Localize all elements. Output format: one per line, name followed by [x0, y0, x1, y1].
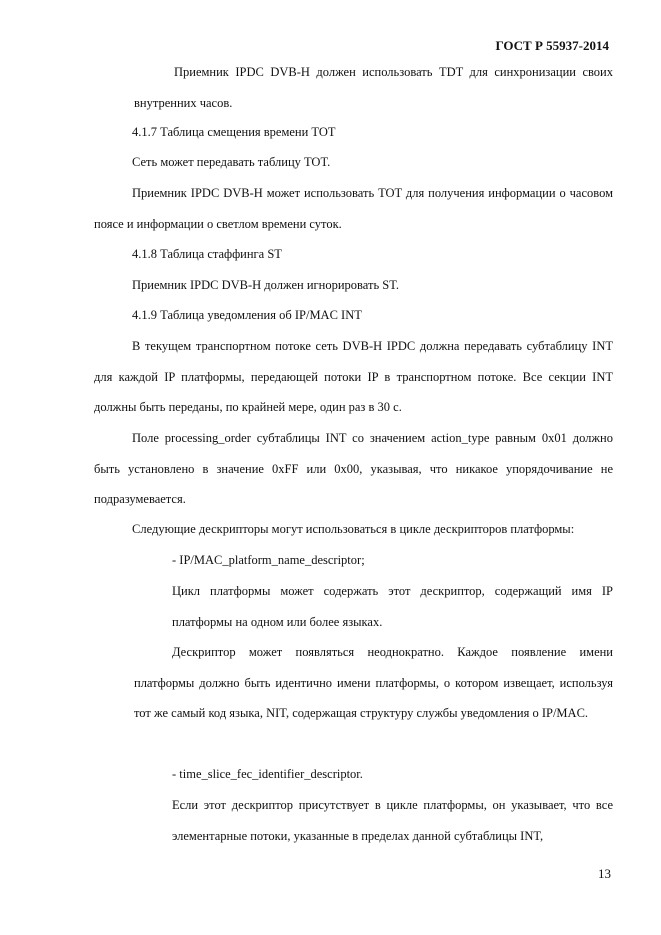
section-heading-4-1-8: 4.1.8 Таблица стаффинга ST [132, 247, 282, 261]
paragraph-tdt-sync: Приемник IPDC DVB-H должен использовать TDT для синхронизации своих внутренних часов. [134, 65, 613, 110]
page-number: 13 [598, 866, 611, 881]
paragraph-st-ignore: Приемник IPDC DVB-H должен игнорировать ST. [132, 278, 400, 292]
paragraph-platform-loop: Цикл платформы может содержать этот дескриптор, содержащий имя IP платформы на одном или более языках. [172, 584, 613, 629]
section-heading-4-1-7: 4.1.7 Таблица смещения времени TOT [132, 125, 336, 139]
paragraph-tot-network: Сеть может передавать таблицу TOT. [132, 155, 331, 169]
paragraph-int-transport: В текущем транспортном потоке сеть DVB-H IPDC должна передавать субтаблицу INT для каждой IP платформы, передающей потоки IP в транспортном потоке. Все секции INT должны быть переданы, по крайней мере, один раз в 30 с. [94, 339, 613, 414]
list-item-platform-name-descriptor: - IP/MAC_platform_name_descriptor; [172, 553, 365, 567]
paragraph-descriptor-repeat: Дескриптор может появляться неоднократно. Каждое появление имени платформы должно быть идентично имени платформы, о котором извещает, используя тот же самый код языка, NIT, содержащая структуру службы уведомления о IP/MAC. [134, 645, 613, 720]
paragraph-processing-order: Поле processing_order субтаблицы INT со значением action_type равным 0x01 должно быть установлено в значение 0xFF или 0x00, указывая, что никакое упорядочивание не подразумевается. [94, 431, 613, 506]
paragraph-tot-receiver: Приемник IPDC DVB-H может использовать TOT для получения информации о часовом поясе и информации о светлом времени суток. [94, 186, 613, 231]
section-heading-4-1-9: 4.1.9 Таблица уведомления об IP/MAC INT [132, 308, 362, 322]
paragraph-time-slice-info: Если этот дескриптор присутствует в цикле платформы, он указывает, что все элементарные потоки, указанные в пределах данной субтаблицы INT, [172, 798, 613, 843]
paragraph-descriptors-intro: Следующие дескрипторы могут использоваться в цикле дескрипторов платформы: [132, 522, 575, 536]
list-item-time-slice-descriptor: - time_slice_fec_identifier_descriptor. [172, 767, 363, 781]
document-standard-number: ГОСТ Р 55937-2014 [495, 38, 609, 53]
